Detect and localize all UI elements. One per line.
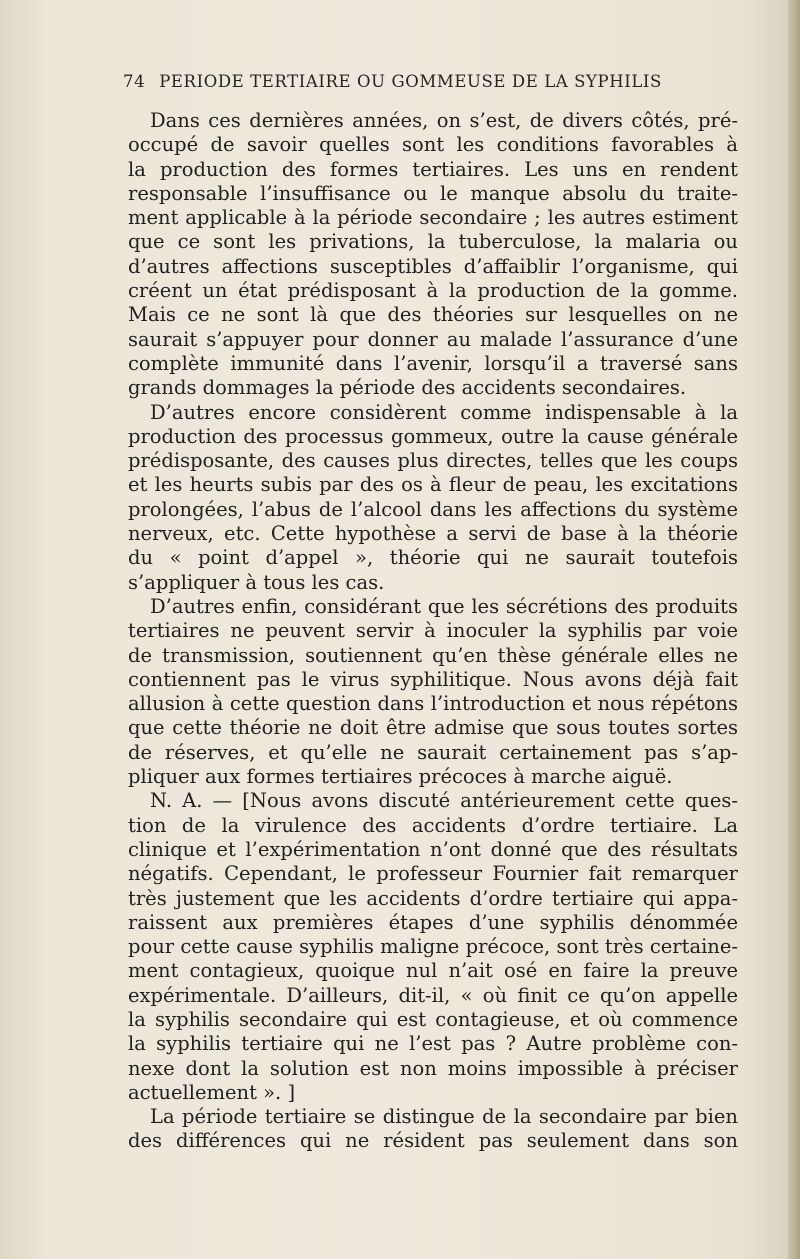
text-line: pour cette cause syphilis maligne précoce, sont très certaine- xyxy=(128,935,738,959)
text-line: occupé de savoir quelles sont les conditions favorables à xyxy=(128,133,738,157)
text-line: la syphilis secondaire qui est contagieuse, et où commence xyxy=(128,1007,738,1031)
text-line: allusion à cette question dans l’introduction et nous répétons xyxy=(128,692,738,716)
text-line: clinique et l’expérimentation n’ont donné que des résultats xyxy=(128,837,738,861)
text-line: ment contagieux, quoique nul n’ait osé en faire la preuve xyxy=(128,959,738,983)
text-line: complète immunité dans l’avenir, lorsqu’il a traversé sans xyxy=(128,351,738,375)
text-line: nexe dont la solution est non moins impossible à préciser xyxy=(128,1056,738,1080)
text-line: N. A. — [Nous avons discuté antérieurement cette ques- xyxy=(150,789,738,813)
text-line: tertiaires ne peuvent servir à inoculer la syphilis par voie xyxy=(128,619,738,643)
page-number: 74 xyxy=(123,72,146,91)
text-line: prolongées, l’abus de l’alcool dans les affections du système xyxy=(128,497,738,521)
text-line: expérimentale. D’ailleurs, dit-il, « où finit ce qu’on appelle xyxy=(128,983,738,1007)
text-line: d’autres affections susceptibles d’affaiblir l’organisme, qui xyxy=(128,254,738,278)
text-line: grands dommages la période des accidents secondaires. xyxy=(128,376,687,400)
text-line: que ce sont les privations, la tuberculose, la malaria ou xyxy=(128,230,738,254)
text-line: créent un état prédisposant à la production de la gomme. xyxy=(128,279,738,303)
text-line: La période tertiaire se distingue de la secondaire par bien xyxy=(150,1105,738,1129)
text-line: ment applicable à la période secondaire ; les autres estiment xyxy=(128,206,738,230)
text-line: la syphilis tertiaire qui ne l’est pas ? Autre problème con- xyxy=(128,1032,738,1056)
text-line: du « point d’appel », théorie qui ne saurait toutefois xyxy=(128,546,738,570)
text-line: production des processus gommeux, outre la cause générale xyxy=(128,424,738,448)
text-line: D’autres enfin, considérant que les sécrétions des produits xyxy=(150,594,738,618)
body-text xyxy=(128,109,738,1154)
text-line: tion de la virulence des accidents d’ordre tertiaire. La xyxy=(128,813,738,837)
running-title: PERIODE TERTIAIRE OU GOMMEUSE DE LA SYPHILIS xyxy=(159,72,662,91)
text-line: que cette théorie ne doit être admise que sous toutes sortes xyxy=(128,716,738,740)
text-line: D’autres encore considèrent comme indispensable à la xyxy=(150,400,738,424)
text-line: négatifs. Cependant, le professeur Fournier fait remarquer xyxy=(128,862,738,886)
text-line: de transmission, soutiennent qu’en thèse générale elles ne xyxy=(128,643,738,667)
text-line: de réserves, et qu’elle ne saurait certainement pas s’ap- xyxy=(128,740,738,764)
text-line: des différences qui ne résident pas seulement dans son xyxy=(128,1129,738,1153)
text-line: Dans ces dernières années, on s’est, de divers côtés, pré- xyxy=(150,109,738,132)
text-line: raissent aux premières étapes d’une syphilis dénommée xyxy=(128,910,738,934)
text-line: prédisposante, des causes plus directes, telles que les coups xyxy=(128,449,738,473)
text-line: la production des formes tertiaires. Les uns en rendent xyxy=(128,157,738,181)
text-line: pliquer aux formes tertiaires précoces à marche aiguë. xyxy=(128,765,673,789)
text-line: saurait s’appuyer pour donner au malade l’assurance d’une xyxy=(128,327,738,351)
text-line: et les heurts subis par des os à fleur de peau, les excitations xyxy=(128,473,738,497)
text-line: actuellement ». ] xyxy=(128,1080,296,1104)
page-edge xyxy=(788,0,800,1259)
text-line: Mais ce ne sont là que des théories sur lesquelles on ne xyxy=(128,303,738,327)
text-line: contiennent pas le virus syphilitique. Nous avons déjà fait xyxy=(128,667,738,691)
running-header xyxy=(123,72,743,91)
text-line: nerveux, etc. Cette hypothèse a servi de base à la théorie xyxy=(128,522,738,546)
text-line: très justement que les accidents d’ordre tertiaire qui appa- xyxy=(128,886,738,910)
text-line: responsable l’insuffisance ou le manque absolu du traite- xyxy=(128,181,738,205)
text-line: s’appliquer à tous les cas. xyxy=(128,570,385,594)
